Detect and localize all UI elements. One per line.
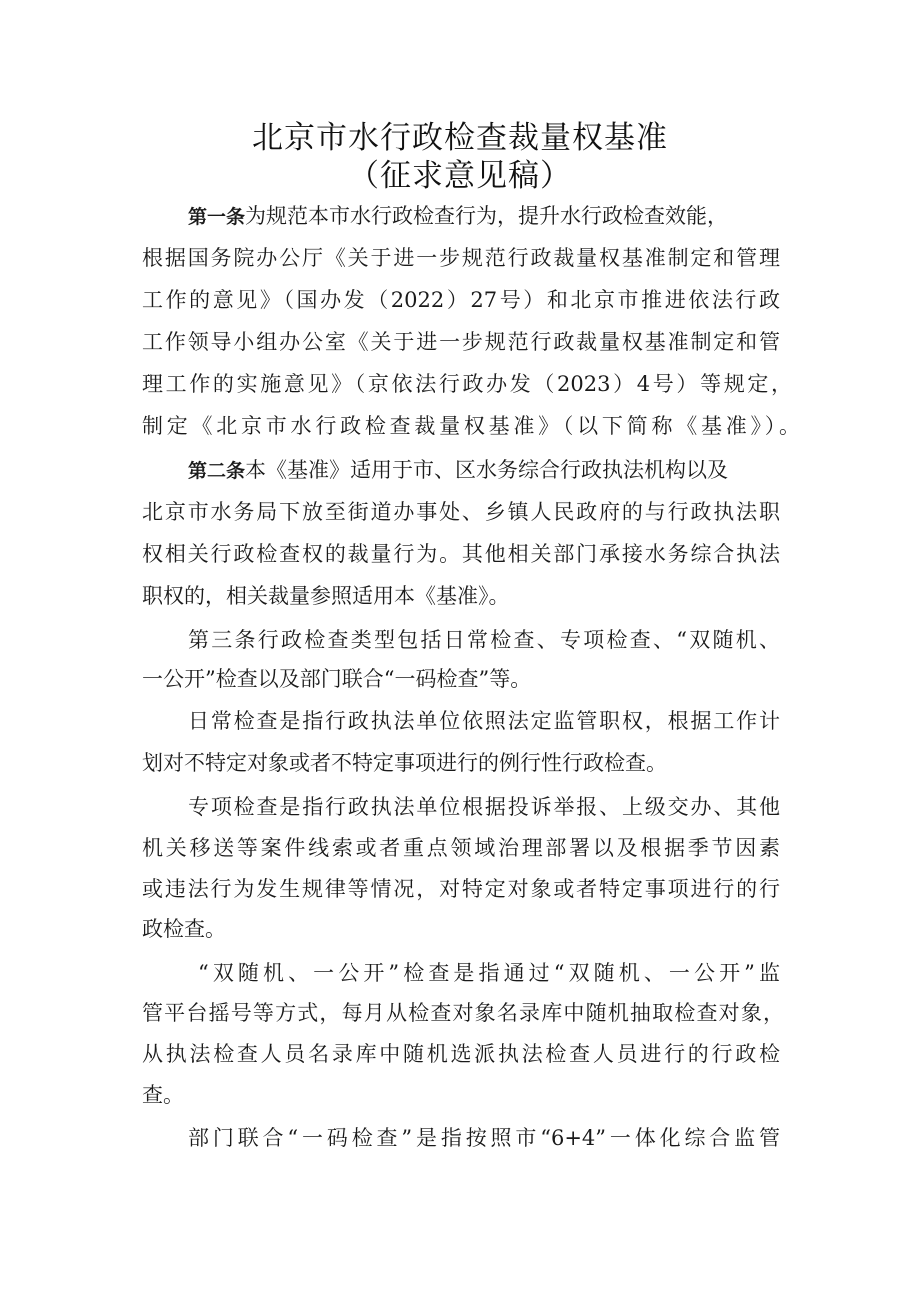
article-1-line-3: 工作的意见》（国办发（2022）27号）和北京市推进依法行政 [142, 288, 780, 312]
document-subtitle: （征求意见稿） [348, 158, 572, 194]
random-inspection-line-2: 管平台摇号等方式，每月从检查对象名录库中随机抽取检查对象， [142, 1001, 784, 1025]
joint-inspection-line-1: 部门联合“一码检查”是指按照市“6+4”一体化综合监管 [188, 1126, 780, 1150]
daily-inspection-line-2: 划对不特定对象或者不特定事项进行的例行性行政检查。 [142, 751, 667, 775]
article-2-label: 第二条 [188, 460, 246, 482]
article-2-first-line [188, 455, 728, 485]
random-inspection-line-4: 查。 [142, 1083, 184, 1107]
article-1-label: 第一条 [188, 206, 246, 228]
special-inspection-line-3: 或违法行为发生规律等情况，对特定对象或者特定事项进行的行 [142, 877, 780, 901]
special-inspection-line-4: 政检查。 [142, 917, 226, 941]
article-1-line-2: 根据国务院办公厅《关于进一步规范行政裁量权基准制定和管理 [142, 246, 780, 270]
article-3-line-1: 第三条行政检查类型包括日常检查、专项检查、“双随机、 [188, 628, 780, 652]
article-1-first-line [188, 201, 728, 231]
article-2-line-3: 权相关行政检查权的裁量行为。其他相关部门承接水务综合执法 [142, 542, 780, 566]
article-1-text: 为规范本市水行政检查行为，提升水行政检查效能， [245, 204, 729, 228]
article-3-line-2: 一公开”检查以及部门联合“一码检查”等。 [142, 667, 532, 691]
special-inspection-line-1: 专项检查是指行政执法单位根据投诉举报、上级交办、其他 [188, 795, 780, 819]
article-2-text: 本《基准》适用于市、区水务综合行政执法机构以及 [245, 458, 729, 482]
article-1-line-6: 制定《北京市水行政检查裁量权基准》（以下简称《基准》）。 [142, 414, 800, 438]
article-1-line-5: 理工作的实施意见》（京依法行政办发（2023）4号）等规定， [142, 372, 792, 396]
special-inspection-line-2: 机关移送等案件线索或者重点领域治理部署以及根据季节因素 [142, 836, 780, 860]
random-inspection-line-3: 从执法检查人员名录库中随机选派执法检查人员进行的行政检 [142, 1042, 780, 1066]
article-2-line-4: 职权的，相关裁量参照适用本《基准》。 [142, 584, 510, 608]
document-title: 北京市水行政检查裁量权基准 [252, 120, 668, 156]
daily-inspection-line-1: 日常检查是指行政执法单位依照法定监管职权，根据工作计 [188, 709, 780, 733]
article-1-line-4: 工作领导小组办公室《关于进一步规范行政裁量权基准制定和管 [142, 330, 780, 354]
random-inspection-line-1: “双随机、一公开”检查是指通过“双随机、一公开”监 [198, 961, 780, 985]
article-2-line-2: 北京市水务局下放至街道办事处、乡镇人民政府的与行政执法职 [142, 500, 780, 524]
